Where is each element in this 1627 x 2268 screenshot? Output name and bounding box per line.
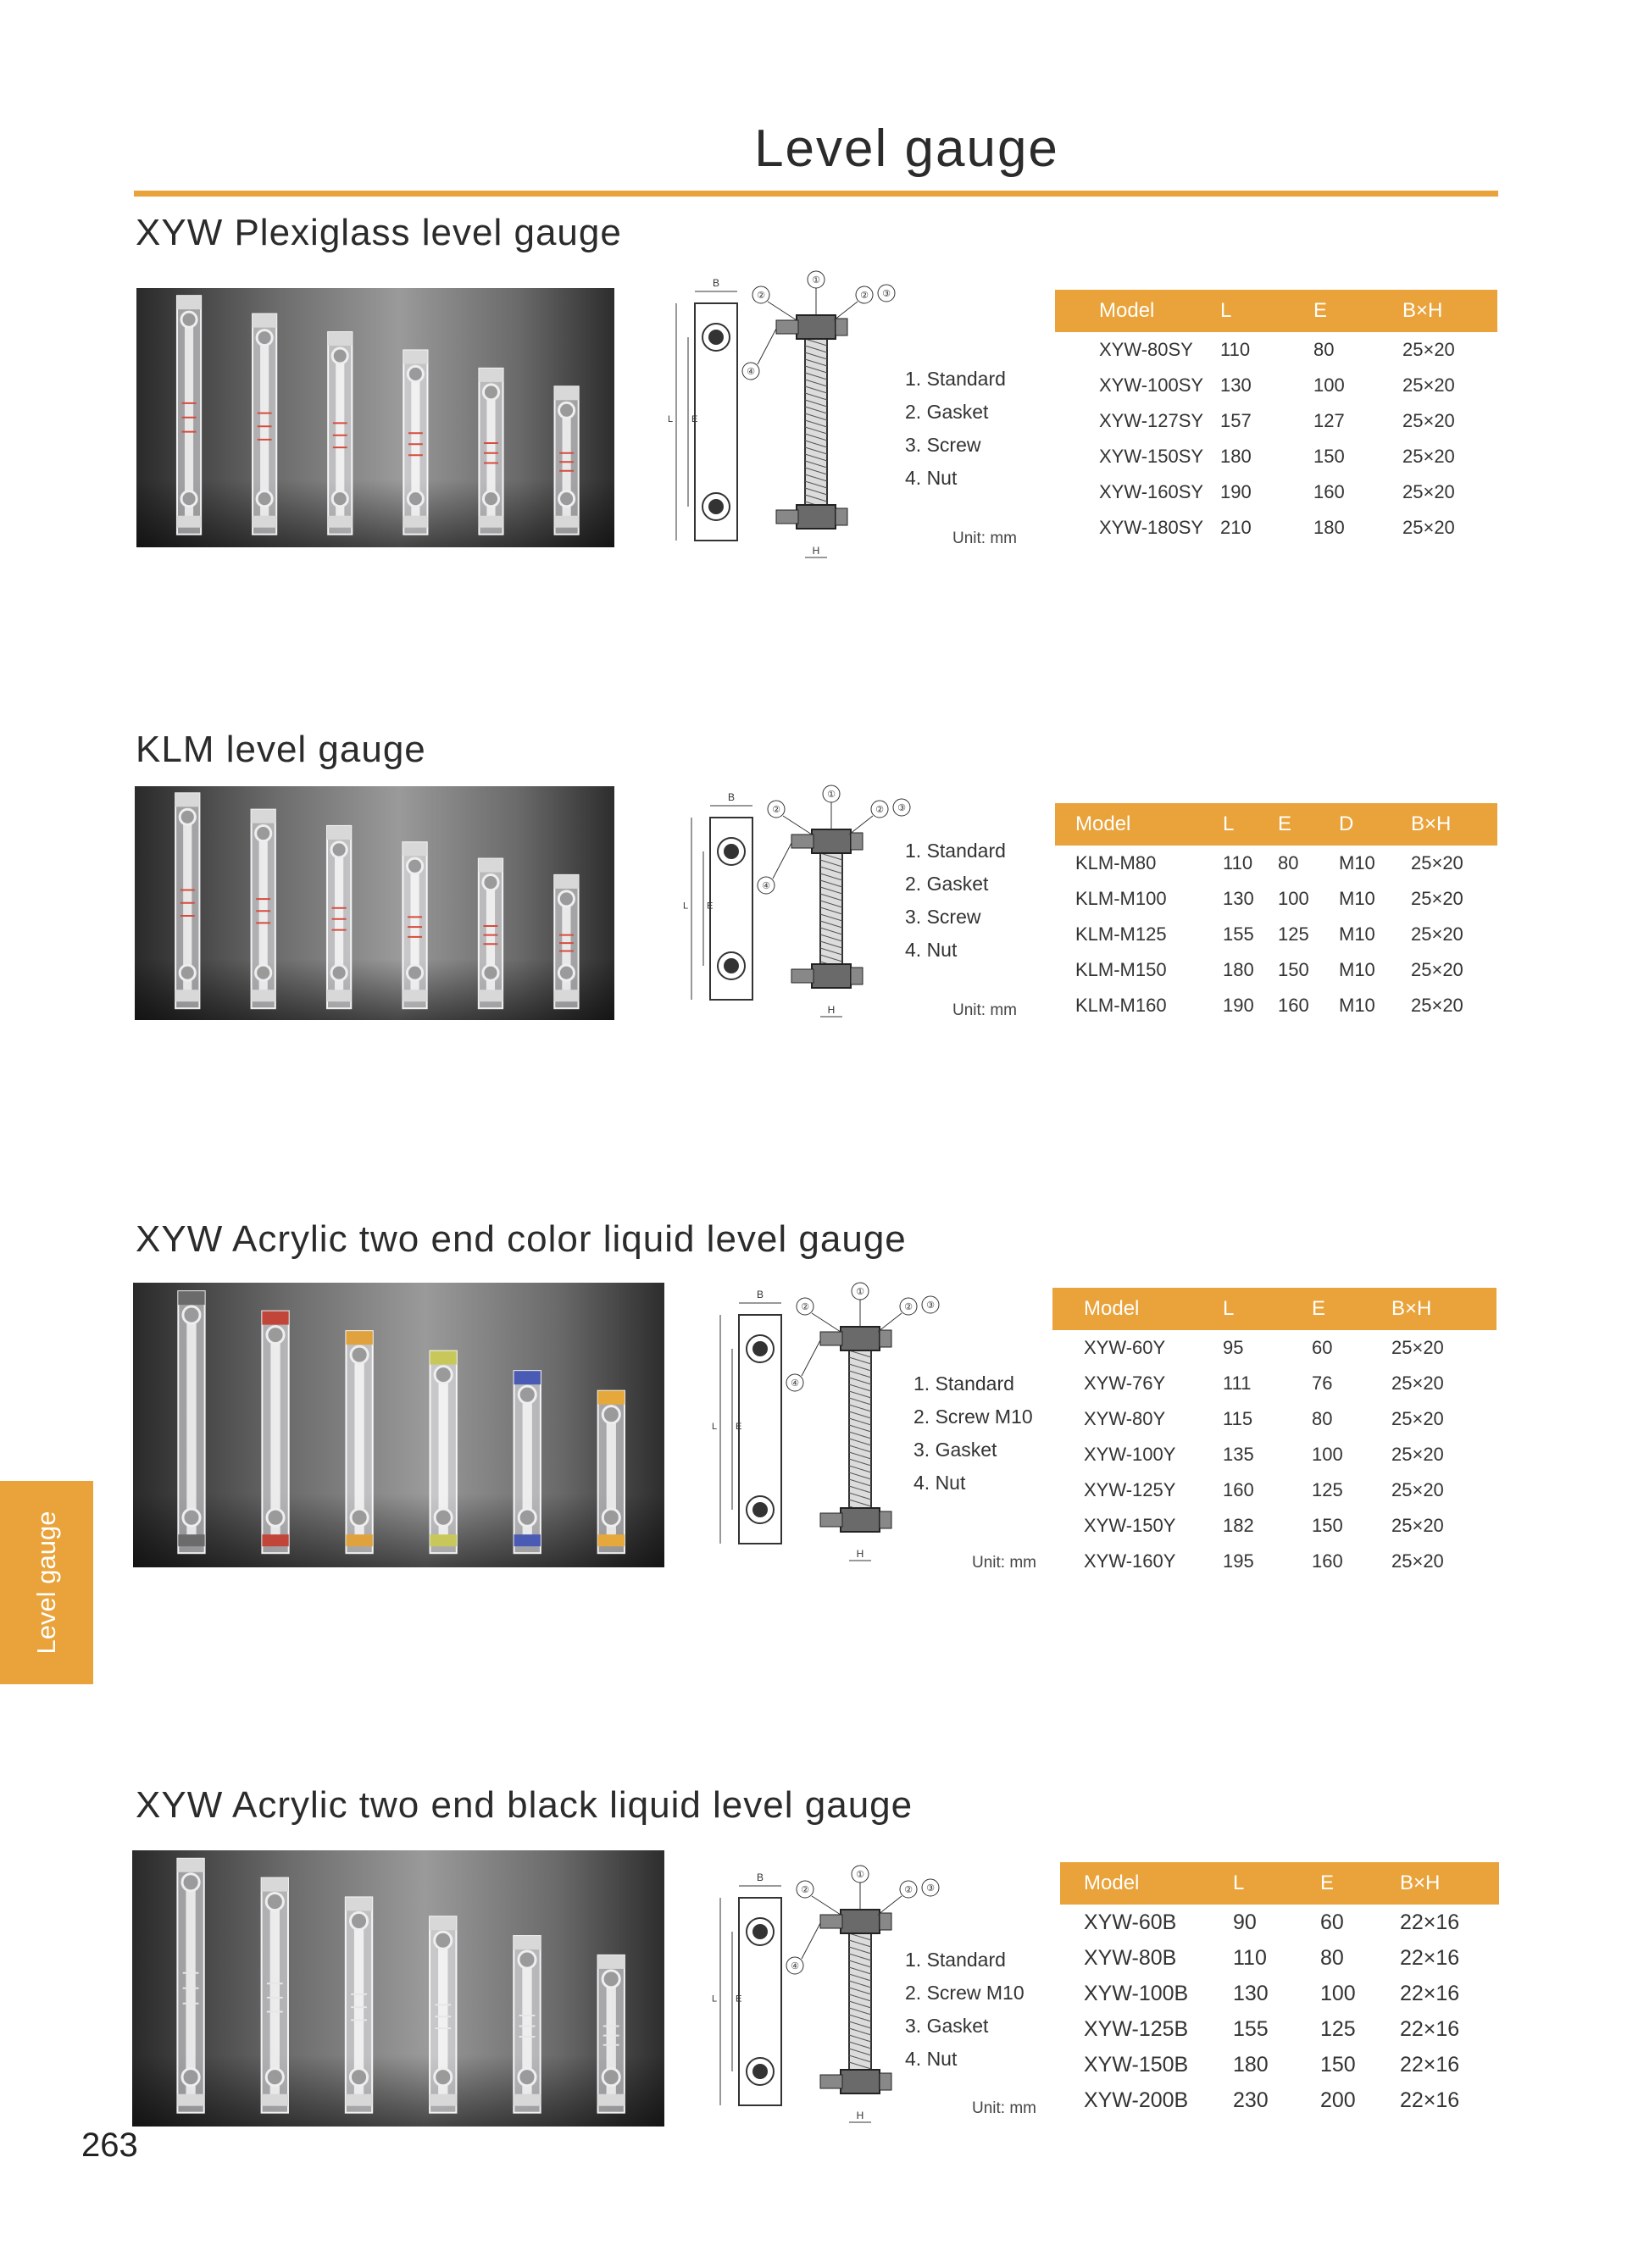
level-gauge-illustration xyxy=(178,1291,204,1553)
value-cell: L xyxy=(1220,299,1232,322)
svg-text:E: E xyxy=(707,901,714,912)
svg-text:②: ② xyxy=(904,1884,913,1895)
parts-list-klm xyxy=(905,835,1006,967)
value-cell: 200 xyxy=(1320,2088,1356,2112)
side-tab xyxy=(0,1481,93,1684)
parts-list-plexiglass xyxy=(905,363,1006,495)
value-cell: 130 xyxy=(1233,1981,1269,2005)
level-gauge-illustration xyxy=(175,793,199,1008)
value-cell: 22×16 xyxy=(1400,1981,1460,2005)
value-cell: 110 xyxy=(1223,852,1253,873)
model-cell: XYW-125Y xyxy=(1084,1479,1176,1500)
value-cell: 230 xyxy=(1233,2088,1269,2112)
parts-list-black xyxy=(905,1944,1025,2076)
technical-drawing-plexiglass xyxy=(644,269,932,566)
product-photo-color xyxy=(133,1283,664,1567)
value-cell: 25×20 xyxy=(1391,1479,1444,1500)
value-cell: 60 xyxy=(1312,1337,1333,1358)
value-cell: M10 xyxy=(1339,888,1375,909)
part-nut: 4. Nut xyxy=(905,2048,958,2070)
svg-text:②: ② xyxy=(801,1301,809,1312)
svg-text:B: B xyxy=(756,1872,764,1883)
value-cell: 25×20 xyxy=(1411,995,1463,1016)
value-cell: 22×16 xyxy=(1400,2016,1460,2041)
svg-text:②: ② xyxy=(757,290,765,301)
value-cell: 22×16 xyxy=(1400,1910,1460,1934)
value-cell: B×H xyxy=(1391,1297,1432,1320)
value-cell: 80 xyxy=(1320,1945,1344,1970)
value-cell: M10 xyxy=(1339,995,1375,1016)
value-cell: L xyxy=(1223,1297,1235,1320)
svg-text:①: ① xyxy=(812,274,820,286)
value-cell: 115 xyxy=(1223,1408,1253,1429)
level-gauge-illustration xyxy=(177,1859,203,2113)
level-gauge-illustration xyxy=(346,1331,372,1553)
model-cell: KLM-M150 xyxy=(1075,959,1167,980)
svg-text:②: ② xyxy=(772,804,780,815)
spec-table-row xyxy=(1060,1905,1499,1940)
svg-text:①: ① xyxy=(856,1286,864,1297)
value-cell: E xyxy=(1320,1872,1335,1894)
section-title-color: XYW Acrylic two end color liquid level gauge xyxy=(136,1218,907,1260)
value-cell: L xyxy=(1223,812,1235,835)
level-gauge-illustration xyxy=(479,859,503,1009)
value-cell: 25×20 xyxy=(1411,852,1463,873)
level-gauge-illustration xyxy=(479,369,503,535)
value-cell: 150 xyxy=(1312,1515,1343,1536)
spec-table-plexiglass xyxy=(1055,290,1497,546)
section-title-black: XYW Acrylic two end black liquid level gauge xyxy=(136,1784,913,1826)
level-gauge-illustration xyxy=(430,1351,456,1554)
part-screw-m10: 2. Screw M10 xyxy=(913,1406,1033,1428)
level-gauge-illustration xyxy=(598,1955,625,2113)
value-cell: 150 xyxy=(1278,959,1309,980)
value-cell: 25×20 xyxy=(1391,1408,1444,1429)
value-cell: 100 xyxy=(1278,888,1309,909)
value-cell: 25×20 xyxy=(1402,481,1455,502)
value-cell: M10 xyxy=(1339,959,1375,980)
value-cell: 110 xyxy=(1220,339,1251,360)
level-gauge-illustration xyxy=(598,1391,625,1554)
model-cell: KLM-M100 xyxy=(1075,888,1167,909)
model-cell: XYW-60Y xyxy=(1084,1337,1166,1358)
value-cell: 22×16 xyxy=(1400,2088,1460,2112)
model-cell: KLM-M160 xyxy=(1075,995,1167,1016)
product-photo-plexiglass xyxy=(136,288,614,547)
model-cell: Model xyxy=(1084,1872,1140,1894)
model-cell: XYW-80Y xyxy=(1084,1408,1166,1429)
spec-table-row xyxy=(1060,2047,1499,2082)
gauge-cross-section-drawing xyxy=(659,784,947,1025)
model-cell: XYW-127SY xyxy=(1099,410,1204,431)
spec-table-header xyxy=(1060,1862,1499,1905)
part-gasket: 3. Gasket xyxy=(905,2015,989,2037)
svg-text:E: E xyxy=(691,414,698,424)
model-cell: XYW-150SY xyxy=(1099,446,1204,467)
model-cell: XYW-200B xyxy=(1084,2088,1189,2112)
svg-text:B: B xyxy=(756,1289,764,1300)
svg-text:③: ③ xyxy=(926,1300,935,1311)
value-cell: 25×20 xyxy=(1402,339,1455,360)
value-cell: 25×20 xyxy=(1411,959,1463,980)
value-cell: D xyxy=(1339,812,1354,835)
value-cell: M10 xyxy=(1339,852,1375,873)
value-cell: 80 xyxy=(1278,852,1299,873)
value-cell: 127 xyxy=(1313,410,1345,431)
value-cell: 60 xyxy=(1320,1910,1344,1934)
value-cell: 160 xyxy=(1223,1479,1254,1500)
svg-text:①: ① xyxy=(856,1869,864,1880)
level-gauge-illustration xyxy=(177,296,201,535)
spec-table-color xyxy=(1052,1288,1497,1579)
model-cell: XYW-150Y xyxy=(1084,1515,1176,1536)
value-cell: 157 xyxy=(1220,410,1252,431)
spec-table-row xyxy=(1052,1330,1497,1366)
svg-text:L: L xyxy=(668,414,674,424)
value-cell: B×H xyxy=(1402,299,1443,322)
value-cell: 180 xyxy=(1313,517,1345,538)
value-cell: 111 xyxy=(1223,1372,1252,1394)
level-gauge-illustration xyxy=(555,386,579,534)
part-standard: 1. Standard xyxy=(905,368,1006,390)
part-gasket: 2. Gasket xyxy=(905,873,989,895)
value-cell: 130 xyxy=(1220,374,1252,396)
model-cell: Model xyxy=(1084,1297,1140,1320)
unit-label: Unit: mm xyxy=(952,1001,1017,1019)
spec-table-row xyxy=(1060,1976,1499,2011)
gauge-photo-art xyxy=(135,786,614,1020)
gauge-cross-section-drawing xyxy=(644,269,932,566)
page-title: Level gauge xyxy=(754,119,1059,178)
spec-table-row xyxy=(1055,846,1497,881)
spec-table-row xyxy=(1055,368,1497,403)
parts-list-color xyxy=(913,1367,1033,1500)
value-cell: 180 xyxy=(1233,2052,1269,2077)
part-nut: 4. Nut xyxy=(913,1472,966,1494)
part-gasket: 3. Gasket xyxy=(913,1439,997,1461)
svg-text:L: L xyxy=(683,901,689,912)
svg-text:④: ④ xyxy=(762,880,770,891)
value-cell: 150 xyxy=(1313,446,1345,467)
value-cell: 100 xyxy=(1320,1981,1356,2005)
part-nut: 4. Nut xyxy=(905,939,958,961)
value-cell: B×H xyxy=(1400,1872,1441,1894)
value-cell: 155 xyxy=(1233,2016,1269,2041)
value-cell: 180 xyxy=(1220,446,1252,467)
model-cell: XYW-150B xyxy=(1084,2052,1189,2077)
model-cell: XYW-100SY xyxy=(1099,374,1204,396)
svg-text:④: ④ xyxy=(747,366,755,377)
svg-text:L: L xyxy=(712,1994,718,2005)
value-cell: 80 xyxy=(1313,339,1335,360)
spec-table-klm xyxy=(1055,803,1497,1023)
svg-text:E: E xyxy=(736,1422,742,1432)
technical-drawing-klm xyxy=(659,784,947,1025)
level-gauge-illustration xyxy=(514,1371,541,1553)
svg-text:E: E xyxy=(736,1994,742,2005)
value-cell: 25×20 xyxy=(1402,446,1455,467)
spec-table-row xyxy=(1055,881,1497,917)
value-cell: 160 xyxy=(1278,995,1309,1016)
part-gasket: 2. Gasket xyxy=(905,401,989,423)
level-gauge-illustration xyxy=(403,350,427,534)
model-cell: XYW-125B xyxy=(1084,2016,1189,2041)
model-cell: KLM-M125 xyxy=(1075,923,1167,945)
value-cell: 25×20 xyxy=(1391,1550,1444,1572)
section-title-klm: KLM level gauge xyxy=(136,729,426,770)
spec-table-header xyxy=(1055,803,1497,846)
side-tab-label: Level gauge xyxy=(31,1511,61,1655)
model-cell: XYW-180SY xyxy=(1099,517,1204,538)
value-cell: 110 xyxy=(1233,1945,1267,1970)
value-cell: 210 xyxy=(1220,517,1252,538)
value-cell: E xyxy=(1278,812,1292,835)
level-gauge-illustration xyxy=(253,314,276,535)
svg-text:④: ④ xyxy=(791,1378,799,1389)
value-cell: 125 xyxy=(1312,1479,1343,1500)
value-cell: E xyxy=(1313,299,1328,322)
model-cell: XYW-80B xyxy=(1084,1945,1177,1970)
level-gauge-illustration xyxy=(252,810,275,1009)
model-cell: Model xyxy=(1099,299,1155,322)
level-gauge-illustration xyxy=(262,1311,288,1554)
model-cell: XYW-80SY xyxy=(1099,339,1193,360)
value-cell: 190 xyxy=(1223,995,1254,1016)
value-cell: 150 xyxy=(1320,2052,1356,2077)
part-standard: 1. Standard xyxy=(913,1372,1014,1395)
model-cell: XYW-100Y xyxy=(1084,1444,1176,1465)
value-cell: 125 xyxy=(1278,923,1309,945)
spec-table-row xyxy=(1055,988,1497,1023)
value-cell: 160 xyxy=(1313,481,1345,502)
value-cell: 25×20 xyxy=(1402,374,1455,396)
value-cell: 76 xyxy=(1312,1372,1333,1394)
unit-label: Unit: mm xyxy=(972,2099,1036,2117)
part-standard: 1. Standard xyxy=(905,1949,1006,1971)
value-cell: 180 xyxy=(1223,959,1254,980)
value-cell: 25×20 xyxy=(1391,1372,1444,1394)
spec-table-row xyxy=(1055,474,1497,510)
value-cell: 135 xyxy=(1223,1444,1254,1465)
value-cell: 195 xyxy=(1223,1550,1254,1572)
section-title-plexiglass: XYW Plexiglass level gauge xyxy=(136,212,622,253)
value-cell: 90 xyxy=(1233,1910,1257,1934)
spec-table-row xyxy=(1055,403,1497,439)
value-cell: 130 xyxy=(1223,888,1254,909)
value-cell: 25×20 xyxy=(1402,410,1455,431)
model-cell: XYW-160SY xyxy=(1099,481,1204,502)
spec-table-row xyxy=(1052,1544,1497,1579)
spec-table-black xyxy=(1060,1862,1499,2118)
value-cell: 125 xyxy=(1320,2016,1356,2041)
svg-text:④: ④ xyxy=(791,1960,799,1971)
spec-table-row xyxy=(1055,917,1497,952)
product-photo-black xyxy=(132,1850,664,2127)
value-cell: 25×20 xyxy=(1391,1444,1444,1465)
level-gauge-illustration xyxy=(554,875,578,1008)
value-cell: E xyxy=(1312,1297,1326,1320)
gauge-photo-art xyxy=(132,1850,664,2127)
value-cell: 25×20 xyxy=(1411,923,1463,945)
model-cell: XYW-100B xyxy=(1084,1981,1189,2005)
level-gauge-illustration xyxy=(346,1897,372,2112)
svg-text:L: L xyxy=(712,1422,718,1432)
value-cell: 25×20 xyxy=(1411,888,1463,909)
spec-table-header xyxy=(1055,290,1497,332)
value-cell: 95 xyxy=(1223,1337,1244,1358)
level-gauge-illustration xyxy=(514,1936,540,2113)
spec-table-row xyxy=(1060,2011,1499,2047)
title-rule xyxy=(134,191,1498,197)
svg-text:②: ② xyxy=(860,290,869,301)
value-cell: 25×20 xyxy=(1402,517,1455,538)
gauge-photo-art xyxy=(133,1283,664,1567)
model-cell: KLM-M80 xyxy=(1075,852,1157,873)
svg-text:H: H xyxy=(812,545,820,557)
svg-text:①: ① xyxy=(827,789,836,800)
value-cell: 190 xyxy=(1220,481,1252,502)
part-nut: 4. Nut xyxy=(905,467,958,489)
model-cell: Model xyxy=(1075,812,1131,835)
spec-table-row xyxy=(1055,952,1497,988)
value-cell: 22×16 xyxy=(1400,2052,1460,2077)
spec-table-row xyxy=(1052,1401,1497,1437)
model-cell: XYW-160Y xyxy=(1084,1550,1176,1572)
spec-table-row xyxy=(1055,510,1497,546)
svg-text:③: ③ xyxy=(897,802,906,813)
product-photo-klm xyxy=(135,786,614,1020)
spec-table-row xyxy=(1055,439,1497,474)
svg-text:H: H xyxy=(827,1004,836,1016)
value-cell: 25×20 xyxy=(1391,1515,1444,1536)
svg-text:②: ② xyxy=(904,1301,913,1312)
svg-text:B: B xyxy=(712,277,720,289)
value-cell: 22×16 xyxy=(1400,1945,1460,1970)
page-number: 263 xyxy=(81,2127,138,2164)
svg-text:③: ③ xyxy=(882,288,891,299)
part-screw: 3. Screw xyxy=(905,434,981,456)
value-cell: 25×20 xyxy=(1391,1337,1444,1358)
value-cell: 100 xyxy=(1313,374,1345,396)
svg-text:③: ③ xyxy=(926,1883,935,1894)
svg-text:②: ② xyxy=(875,804,884,815)
spec-table-row xyxy=(1060,1940,1499,1976)
spec-table-header xyxy=(1052,1288,1497,1330)
unit-label: Unit: mm xyxy=(952,530,1017,547)
level-gauge-illustration xyxy=(328,332,352,535)
value-cell: 155 xyxy=(1223,923,1254,945)
value-cell: M10 xyxy=(1339,923,1375,945)
level-gauge-illustration xyxy=(430,1916,456,2112)
spec-table-row xyxy=(1052,1437,1497,1472)
spec-table-row xyxy=(1052,1366,1497,1401)
value-cell: L xyxy=(1233,1872,1245,1894)
model-cell: XYW-76Y xyxy=(1084,1372,1166,1394)
value-cell: 160 xyxy=(1312,1550,1343,1572)
part-standard: 1. Standard xyxy=(905,840,1006,862)
value-cell: 100 xyxy=(1312,1444,1343,1465)
spec-table-row xyxy=(1052,1472,1497,1508)
part-screw-m10: 2. Screw M10 xyxy=(905,1982,1025,2004)
svg-text:H: H xyxy=(856,2110,864,2121)
part-screw: 3. Screw xyxy=(905,906,981,928)
spec-table-row xyxy=(1055,332,1497,368)
value-cell: 80 xyxy=(1312,1408,1333,1429)
value-cell: 182 xyxy=(1223,1515,1254,1536)
svg-text:②: ② xyxy=(801,1884,809,1895)
svg-text:B: B xyxy=(727,791,736,803)
value-cell: B×H xyxy=(1411,812,1452,835)
level-gauge-illustration xyxy=(403,842,426,1008)
spec-table-row xyxy=(1060,2082,1499,2118)
level-gauge-illustration xyxy=(327,826,351,1008)
model-cell: XYW-60B xyxy=(1084,1910,1177,1934)
unit-label: Unit: mm xyxy=(972,1554,1036,1572)
svg-text:H: H xyxy=(856,1548,864,1560)
gauge-photo-art xyxy=(136,288,614,547)
level-gauge-illustration xyxy=(262,1878,288,2113)
spec-table-row xyxy=(1052,1508,1497,1544)
